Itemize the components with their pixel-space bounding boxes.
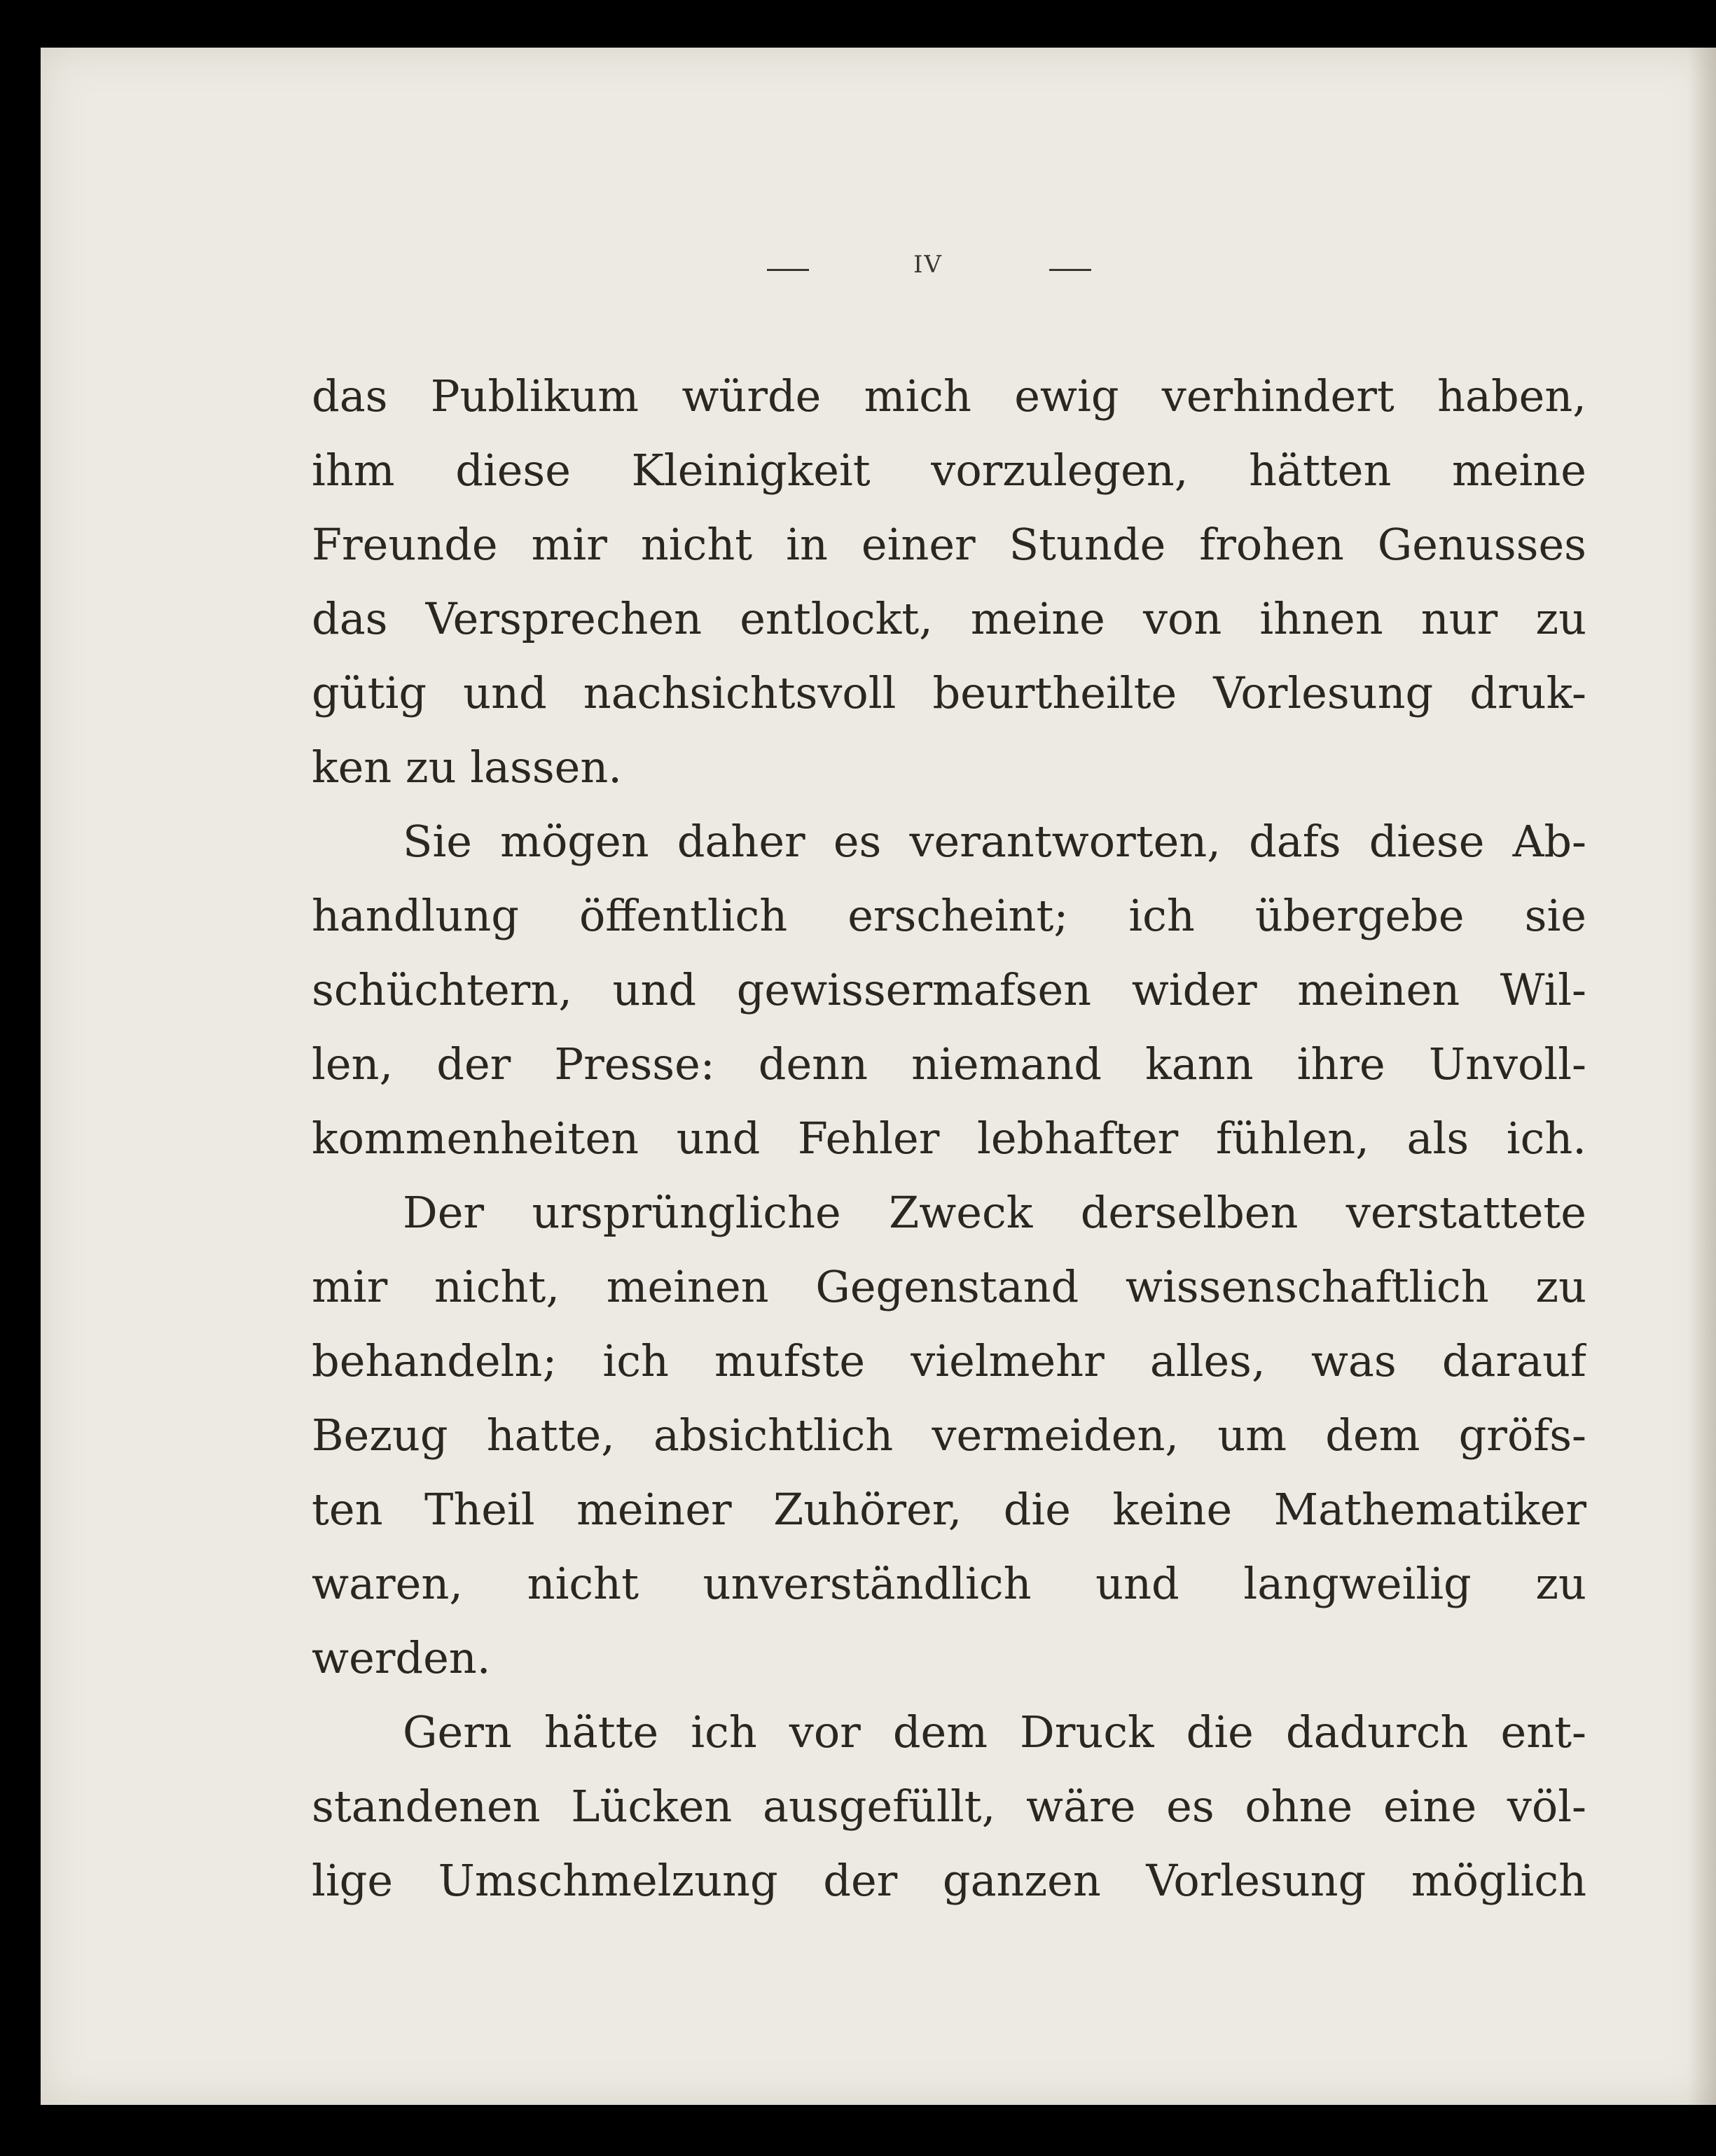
text-line: werden. <box>312 1632 491 1683</box>
text-line: das Versprechen entlockt, meine von ihnen nur zu <box>312 593 1586 644</box>
text-line: mir nicht, meinen Gegenstand wissenschaftlich zu <box>312 1261 1586 1312</box>
text-line: Sie mögen daher es verantworten, dafs diese Ab- <box>403 816 1586 867</box>
text-line: gütig und nachsichtsvoll beurtheilte Vorlesung druk- <box>312 667 1586 718</box>
text-line: standenen Lücken ausgefüllt, wäre es ohne eine völ- <box>312 1781 1586 1832</box>
text-line: handlung öffentlich erscheint; ich übergebe sie <box>312 890 1586 941</box>
header-dash-left <box>767 269 809 271</box>
book-page <box>41 48 1716 2105</box>
text-line: len, der Presse: denn niemand kann ihre Unvoll- <box>312 1038 1586 1090</box>
text-line: behandeln; ich mufste vielmehr alles, was darauf <box>312 1335 1586 1386</box>
text-line: ken zu lassen. <box>312 742 622 793</box>
text-line: kommenheiten und Fehler lebhafter fühlen, als ich. <box>312 1113 1586 1164</box>
text-line: Bezug hatte, absichtlich vermeiden, um dem gröfs- <box>312 1410 1586 1461</box>
text-line: Gern hätte ich vor dem Druck die dadurch ent- <box>403 1706 1586 1758</box>
page-number: IV <box>913 251 943 279</box>
text-line: Freunde mir nicht in einer Stunde frohen Genusses <box>312 519 1586 570</box>
text-line: schüchtern, und gewissermafsen wider meinen Wil- <box>312 964 1586 1015</box>
text-line: waren, nicht unverständlich und langweilig zu <box>312 1558 1586 1609</box>
header-dash-right <box>1049 269 1091 271</box>
text-line: lige Umschmelzung der ganzen Vorlesung möglich <box>312 1855 1586 1906</box>
text-line: ten Theil meiner Zuhörer, die keine Mathematiker <box>312 1484 1586 1535</box>
text-line: ihm diese Kleinigkeit vorzulegen, hätten meine <box>312 445 1586 496</box>
page-header <box>41 251 1716 293</box>
text-line: das Publikum würde mich ewig verhindert haben, <box>312 370 1586 422</box>
body-text <box>312 359 1586 1918</box>
text-line: Der ursprüngliche Zweck derselben verstattete <box>403 1187 1586 1238</box>
